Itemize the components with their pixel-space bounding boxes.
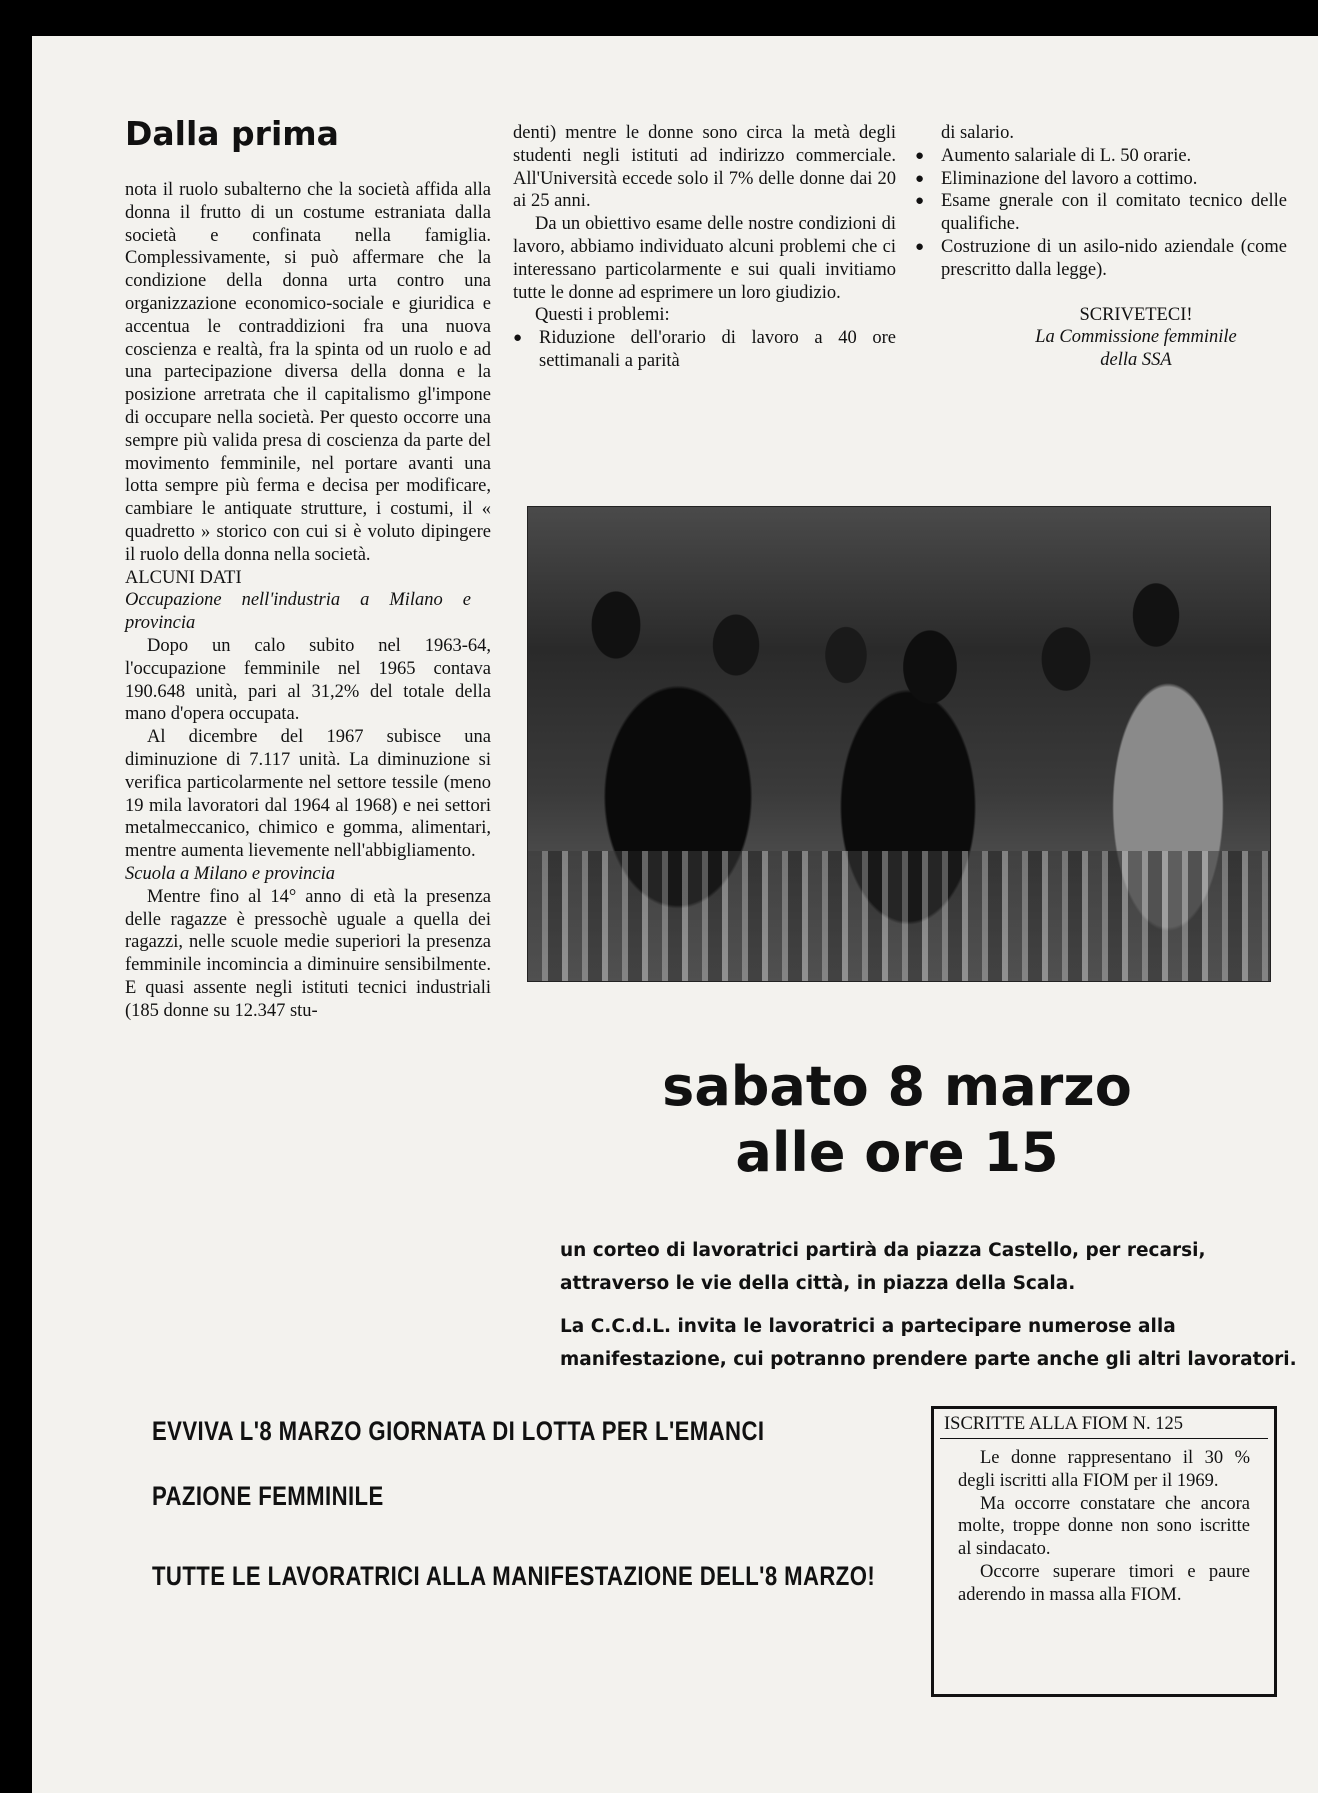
paragraph-school: Mentre fino al 14° anno di età la presenza delle ragazze è pressochè uguale a quella dei ragazzi, nelle scuole medie superiori la presenza femminile incomincia a diminuire sensibilmente. E quasi assente negli istituti tecnici industriali (185 donne su 12.347 stu- xyxy=(125,886,491,1021)
list-continuation: di salario. xyxy=(941,123,1014,143)
paragraph-problems-intro: Da un obiettivo esame delle nostre condizioni di lavoro, abbiamo individuato alcuni problemi che ci interessano particolarmente e sui quali invitiamo tutte le donne ad esprimere un loro giudizio. xyxy=(513,214,896,303)
page xyxy=(32,36,1318,1793)
slogan-line-2: PAZIONE FEMMINILE xyxy=(152,1481,384,1511)
fiom-paragraph-1: Le donne rappresentano il 30 % degli iscritti alla FIOM per il 1969. xyxy=(958,1448,1250,1491)
section-title: ALCUNI DATI xyxy=(125,567,242,588)
photo-crowd-icon xyxy=(528,851,1270,981)
event-headline xyxy=(527,1054,1267,1186)
march-photo xyxy=(527,506,1271,982)
headline-date: sabato 8 marzo xyxy=(662,1055,1132,1118)
slogan-line-3: TUTTE LE LAVORATRICI ALLA MANIFESTAZIONE DELL'8 MARZO! xyxy=(152,1561,876,1591)
sign-line-2: della SSA xyxy=(1100,350,1172,371)
problems-list xyxy=(915,145,1287,282)
problems-label: Questi i problemi: xyxy=(535,305,670,326)
fiom-paragraph-3: Occorre superare timori e paure aderendo in massa alla FIOM. xyxy=(958,1561,1250,1605)
problems-list-start xyxy=(513,327,896,373)
announcement-route: un corteo di lavoratrici partirà da piazza Castello, per recarsi, attraverso le vie della città, in piazza della Scala. xyxy=(560,1240,1206,1294)
fiom-box xyxy=(931,1406,1277,1697)
column-left xyxy=(125,179,491,1022)
sign-line-1: La Commissione femminile xyxy=(1035,327,1237,348)
column-middle xyxy=(513,122,896,373)
fiom-paragraph-2: Ma occorre constatare che ancora molte, troppe donne non sono iscritte al sindacato. xyxy=(958,1493,1250,1560)
paragraph-occupation: Dopo un calo subito nel 1963-64, l'occupazione femminile nel 1965 contava 190.648 unità, pari al 31,2% del totale della mano d'opera occupata. xyxy=(125,635,491,725)
list-item: ● Costruzione di un asilo-nido aziendale (come prescritto dalla legge). xyxy=(915,236,1287,282)
subtitle-school: Scuola a Milano e provincia xyxy=(125,863,335,884)
intro-paragraph: nota il ruolo subalterno che la società affida alla donna il frutto di un costume estraniata dalla società e confinata nella famiglia. Complessivamente, si può affermare che la condizione della donna urta contro una organizzazione economico-sociale e giuridica e accentua le contraddizioni fra una nuova coscienza e realtà, fra la spinta od un ruolo e ad una partecipazione diversa della donna e la posizione arretrata che il capitalismo gl'impone di occupare nella società. Per questo occorre una sempre più valida presa di coscienza da parte del movimento femminile, nel portare avanti una lotta sempre più ferma e decisa per modificare, cambiare le antiquate strutture, i costumi, il « quadretto » storico con cui si è voluto dipingere il ruolo della donna nella società. xyxy=(125,180,491,565)
page-heading: Dalla prima xyxy=(125,114,339,153)
column-right xyxy=(915,122,1287,372)
list-item: ● Eliminazione del lavoro a cottimo. xyxy=(915,168,1287,191)
slogans xyxy=(152,1416,972,1591)
announcement xyxy=(560,1234,1300,1376)
fiom-box-title: ISCRITTE ALLA FIOM N. 125 xyxy=(940,1413,1268,1439)
paragraph-students: denti) mentre le donne sono circa la metà degli studenti negli istituti ad indirizzo commerciale. All'Università eccede solo il 7% delle donne dai 20 ai 25 anni. xyxy=(513,123,896,212)
list-item: ● Esame gnerale con il comitato tecnico delle qualifiche. xyxy=(915,190,1287,236)
list-item: ● Aumento salariale di L. 50 orarie. xyxy=(915,145,1287,168)
subtitle-industry: Occupazione nell'industria a Milano e provincia xyxy=(125,590,471,634)
signature-block xyxy=(915,304,1287,372)
paragraph-decrease: Al dicembre del 1967 subisce una diminuzione di 7.117 unità. La diminuzione si verifica particolarmente nel settore tessile (meno 19 mila lavoratori dal 1964 al 1968) e nei settori metalmeccanico, chimico e gomma, alimentari, mentre aumenta lievemente nell'abbigliamento. xyxy=(125,727,491,862)
headline-time: alle ore 15 xyxy=(735,1121,1059,1184)
announcement-invite: La C.C.d.L. invita le lavoratrici a partecipare numerose alla manifestazione, cui potranno prendere parte anche gli altri lavoratori. xyxy=(560,1316,1297,1370)
sign-shout: SCRIVETECI! xyxy=(1079,304,1193,325)
slogan-line-1: EVVIVA L'8 MARZO GIORNATA DI LOTTA PER L'EMANCI xyxy=(152,1416,765,1446)
list-item: ● Riduzione dell'orario di lavoro a 40 ore settimanali a parità xyxy=(513,327,896,373)
